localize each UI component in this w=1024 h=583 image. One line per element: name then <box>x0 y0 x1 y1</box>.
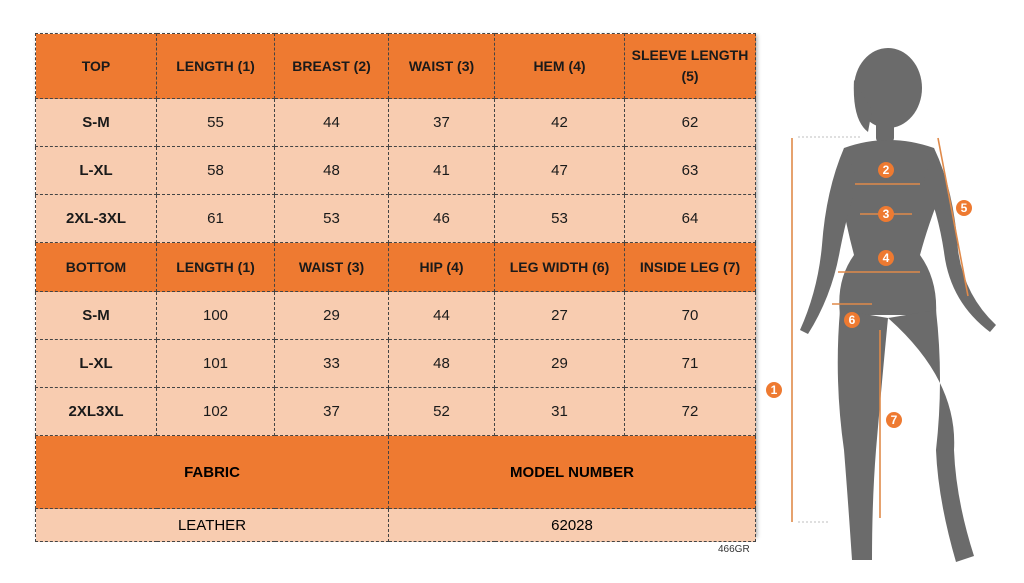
silhouette <box>800 48 996 562</box>
model-number-label: MODEL NUMBER <box>389 436 756 509</box>
svg-text:4: 4 <box>882 251 890 265</box>
table-cell: 41 <box>389 147 495 195</box>
product-code: 466GR <box>718 544 750 555</box>
marker-4 <box>878 250 894 266</box>
header-cell: INSIDE LEG (7) <box>625 243 756 292</box>
header-cell: LENGTH (1) <box>157 34 275 99</box>
size-label: S-M <box>36 292 157 340</box>
size-label: L-XL <box>36 147 157 195</box>
table-cell: 58 <box>157 147 275 195</box>
size-chart-table <box>35 33 755 536</box>
table-cell: 44 <box>389 292 495 340</box>
table-row <box>36 292 756 340</box>
table-cell: 53 <box>275 195 389 243</box>
marker-5 <box>956 200 972 216</box>
header-cell: LEG WIDTH (6) <box>495 243 625 292</box>
table-row <box>36 99 756 147</box>
size-label: S-M <box>36 99 157 147</box>
body-silhouette-figure <box>760 40 1020 575</box>
header-cell: LENGTH (1) <box>157 243 275 292</box>
fabric-value: LEATHER <box>36 509 389 542</box>
table-cell: 53 <box>495 195 625 243</box>
model-number-value: 62028 <box>389 509 756 542</box>
table-cell: 55 <box>157 99 275 147</box>
table-cell: 37 <box>389 99 495 147</box>
table-cell: 100 <box>157 292 275 340</box>
table-cell: 102 <box>157 388 275 436</box>
table-cell: 70 <box>625 292 756 340</box>
table-cell: 48 <box>389 340 495 388</box>
fabric-label: FABRIC <box>36 436 389 509</box>
table-row <box>36 340 756 388</box>
svg-text:5: 5 <box>960 201 968 215</box>
header-cell: HEM (4) <box>495 34 625 99</box>
header-cell: SLEEVE LENGTH (5) <box>625 34 756 99</box>
size-table <box>35 33 756 542</box>
bottom-header-row <box>36 243 756 292</box>
table-cell: 48 <box>275 147 389 195</box>
info-header-row <box>36 436 756 509</box>
header-cell: BREAST (2) <box>275 34 389 99</box>
table-cell: 72 <box>625 388 756 436</box>
size-label: 2XL-3XL <box>36 195 157 243</box>
table-row <box>36 195 756 243</box>
svg-text:6: 6 <box>848 313 856 327</box>
size-label: 2XL3XL <box>36 388 157 436</box>
table-row <box>36 147 756 195</box>
table-cell: 101 <box>157 340 275 388</box>
header-cell: WAIST (3) <box>275 243 389 292</box>
table-cell: 61 <box>157 195 275 243</box>
table-cell: 44 <box>275 99 389 147</box>
marker-3 <box>878 206 894 222</box>
table-row <box>36 388 756 436</box>
marker-1 <box>766 382 782 398</box>
header-cell: WAIST (3) <box>389 34 495 99</box>
table-cell: 42 <box>495 99 625 147</box>
table-cell: 71 <box>625 340 756 388</box>
table-cell: 29 <box>495 340 625 388</box>
header-cell: TOP <box>36 34 157 99</box>
table-cell: 63 <box>625 147 756 195</box>
table-cell: 47 <box>495 147 625 195</box>
marker-7 <box>886 412 902 428</box>
header-cell: HIP (4) <box>389 243 495 292</box>
top-header-row <box>36 34 756 99</box>
table-cell: 33 <box>275 340 389 388</box>
info-value-row <box>36 509 756 542</box>
table-cell: 31 <box>495 388 625 436</box>
table-cell: 27 <box>495 292 625 340</box>
table-cell: 29 <box>275 292 389 340</box>
svg-text:3: 3 <box>882 207 890 221</box>
table-cell: 64 <box>625 195 756 243</box>
marker-6 <box>844 312 860 328</box>
table-cell: 46 <box>389 195 495 243</box>
table-cell: 62 <box>625 99 756 147</box>
header-cell: BOTTOM <box>36 243 157 292</box>
svg-text:2: 2 <box>882 163 890 177</box>
table-cell: 37 <box>275 388 389 436</box>
marker-2 <box>878 162 894 178</box>
size-label: L-XL <box>36 340 157 388</box>
table-cell: 52 <box>389 388 495 436</box>
svg-text:1: 1 <box>770 383 778 397</box>
svg-text:7: 7 <box>890 413 898 427</box>
